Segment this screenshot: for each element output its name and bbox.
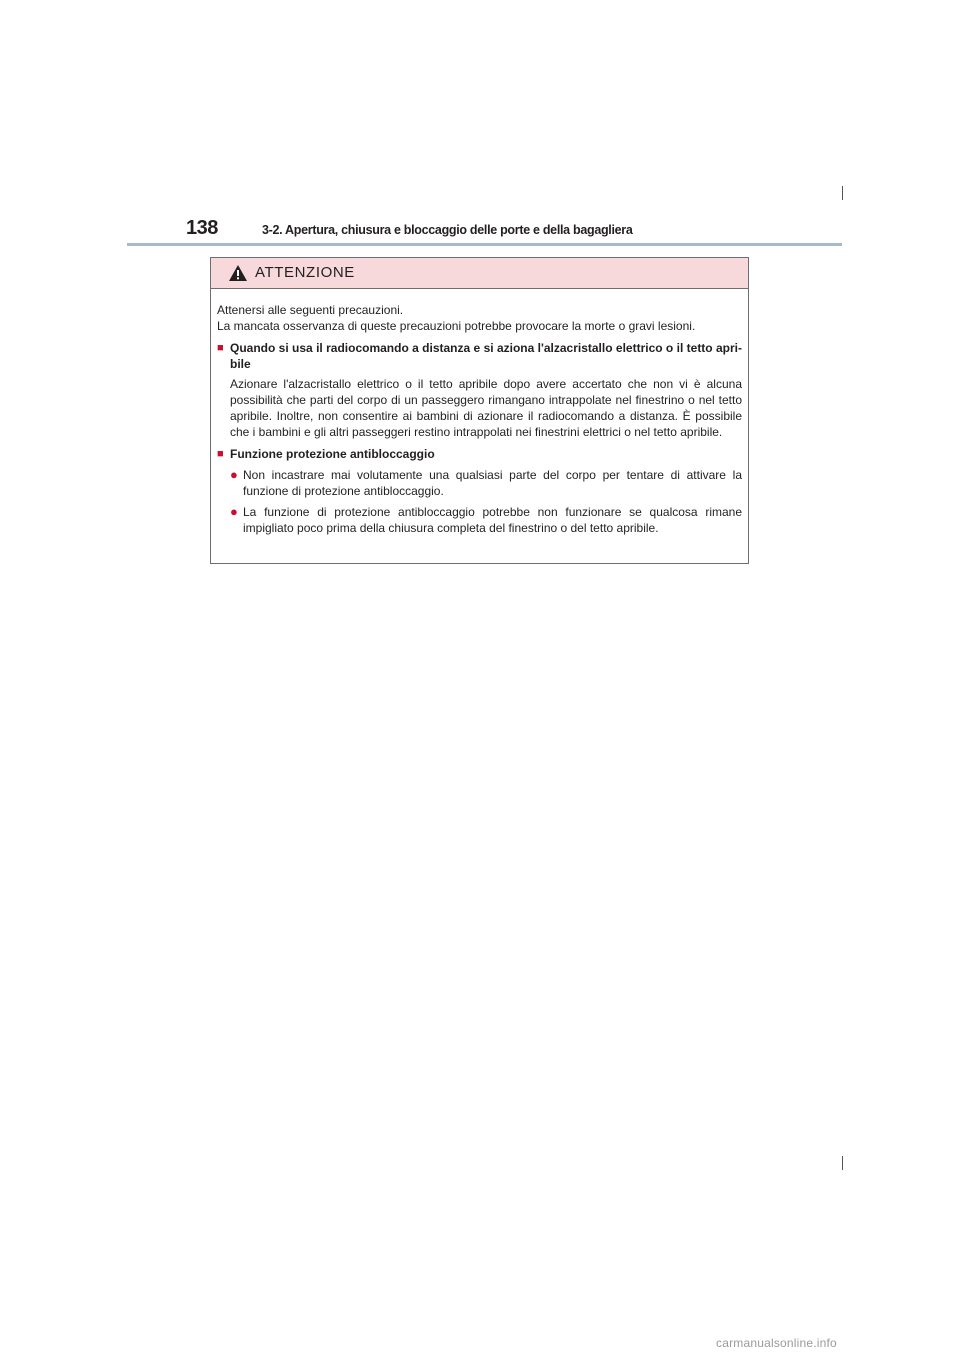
section-anti-pinch [217,446,742,536]
section-heading [217,446,742,462]
page-header [127,214,842,244]
warning-title: ATTENZIONE [255,264,355,281]
section-heading [217,340,742,372]
intro-line-2: La mancata osservanza di queste precauzioni potrebbe provocare la morte o gravi lesioni. [217,319,696,333]
list-item [230,467,742,499]
warning-triangle-icon [228,264,248,282]
list-item-text: Non incastrare mai volutamente una qualsiasi parte del corpo per tentare di attivare la funzione di protezione antibloccaggio. [243,468,742,498]
square-bullet-icon: ■ [217,342,224,354]
warning-body [217,302,742,536]
round-bullet-icon: ● [230,467,238,482]
crop-mark-top [842,186,843,200]
watermark: carmanualsonline.info [716,1336,837,1350]
intro-line-1: Attenersi alle seguenti precauzioni. [217,303,404,317]
warning-box [210,257,749,564]
warning-intro [217,302,742,334]
list-item-text: La funzione di protezione antibloccaggio potrebbe non funzionare se qualcosa rimane impigliato poco prima della chiusura completa del finestrino o del tetto apribile. [243,505,742,535]
list-item [230,504,742,536]
crop-mark-bottom [842,1156,843,1170]
square-bullet-icon: ■ [217,448,224,460]
warning-header [211,258,748,289]
page-number: 138 [186,217,218,239]
header-rule [127,243,842,246]
section-heading-text: Funzione protezione antibloccaggio [230,447,435,461]
section-paragraph: Azionare l'alzacristallo elettrico o il tetto apribile dopo avere accertato che non vi è alcuna possibilità che parti del corpo di un passeggero rimangano intrappolate nel finestrino o nel tetto apribile. Inoltre, non consentire ai bambini di azionare il radiocomando a distanza. È possibile che i bambini e gli altri passeggeri restino intrappolati nei finestrini elettrici o nel tetto apribile. [230,377,742,439]
section-heading-text: Quando si usa il radiocomando a distanza e si aziona l'alzacristallo elettrico o il tetto apri-bile [230,341,742,371]
round-bullet-icon: ● [230,504,238,519]
section-title: 3-2. Apertura, chiusura e bloccaggio delle porte e della bagagliera [262,223,633,237]
section-remote-control [217,340,742,440]
